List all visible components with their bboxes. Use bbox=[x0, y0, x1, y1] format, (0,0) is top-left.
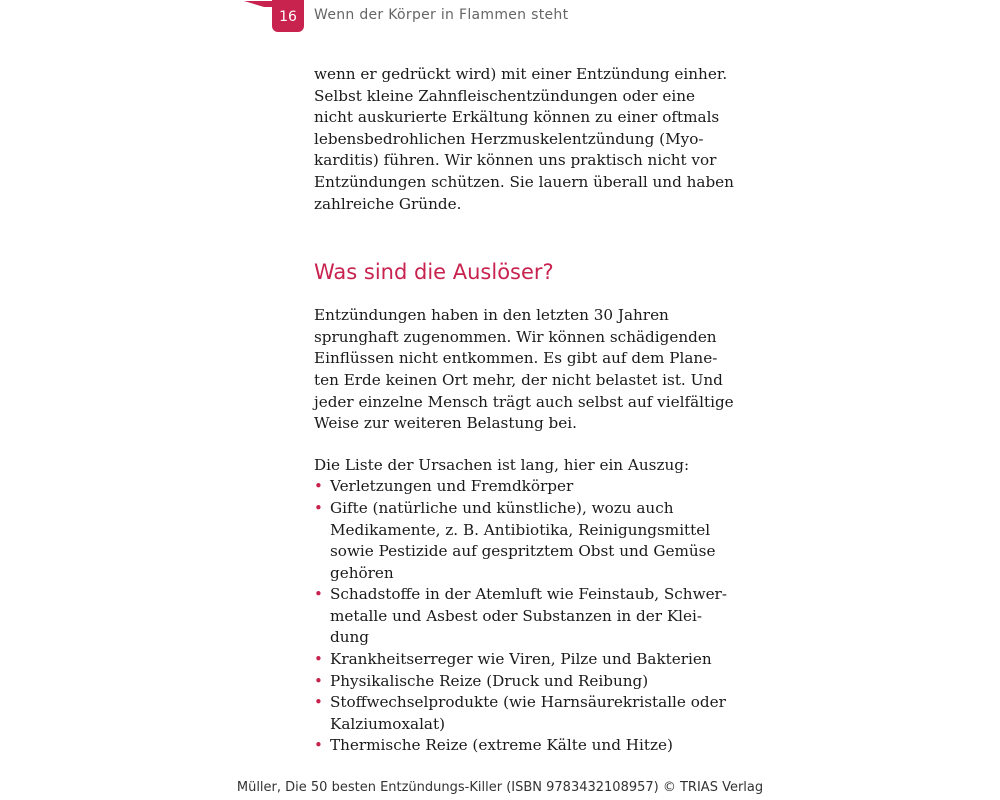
text-line: Entzündungen schützen. Sie lauern überall und haben bbox=[314, 172, 734, 191]
article-body bbox=[314, 64, 734, 757]
bullet-icon: • bbox=[314, 671, 323, 690]
list-item bbox=[314, 735, 714, 757]
text-line: nicht auskurierte Erkältung können zu einer oftmals bbox=[314, 108, 720, 127]
section-heading: Was sind die Auslöser? bbox=[314, 260, 554, 285]
text-line: jeder einzelne Mensch trägt auch selbst auf vielfältige bbox=[314, 392, 734, 411]
text-line: Selbst kleine Zahnfleischentzündungen oder eine bbox=[314, 86, 696, 105]
text-line: Physikalische Reize (Druck und Reibung) bbox=[330, 671, 649, 690]
text-line: wenn er gedrückt wird) mit einer Entzündung einher. bbox=[314, 65, 728, 83]
text-line: gehören bbox=[330, 563, 394, 582]
list-item bbox=[314, 692, 726, 735]
bullet-icon: • bbox=[314, 736, 323, 755]
paragraph-continuation bbox=[314, 64, 734, 215]
list-item bbox=[314, 671, 714, 693]
text-line: sprunghaft zugenommen. Wir können schädigenden bbox=[314, 327, 717, 346]
text-line: Verletzungen und Fremdkörper bbox=[330, 477, 574, 496]
text-line: Entzündungen haben in den letzten 30 Jahren bbox=[314, 306, 669, 325]
bullet-icon: • bbox=[314, 498, 323, 517]
text-line: karditis) führen. Wir können uns praktisch nicht vor bbox=[314, 151, 717, 170]
text-line: Gifte (natürliche und künstliche), wozu auch bbox=[330, 498, 674, 517]
list-intro: Die Liste der Ursachen ist lang, hier ein Auszug: bbox=[314, 455, 690, 474]
causes-list-block bbox=[314, 455, 727, 757]
text-line: dung bbox=[330, 628, 370, 647]
text-line: Weise zur weiteren Belastung bei. bbox=[314, 414, 577, 433]
bullet-icon: • bbox=[314, 650, 323, 669]
text-line: Krankheitserreger wie Viren, Pilze und Bakterien bbox=[330, 650, 712, 669]
text-line: Thermische Reize (extreme Kälte und Hitze) bbox=[330, 736, 673, 755]
paragraph-intro bbox=[314, 305, 734, 435]
copyright-footer: Müller, Die 50 besten Entzündungs-Killer (ISBN 9783432108957) © TRIAS Verlag bbox=[236, 780, 764, 795]
text-line: Medikamente, z. B. Antibiotika, Reinigungsmittel bbox=[330, 520, 711, 539]
causes-list bbox=[314, 476, 727, 757]
text-line: zahlreiche Gründe. bbox=[314, 194, 462, 213]
list-item bbox=[314, 476, 714, 498]
text-line: lebensbedrohlichen Herzmuskelentzündung (Myo- bbox=[314, 129, 704, 148]
text-line: Schadstoffe in der Atemluft wie Feinstaub, Schwer- bbox=[330, 585, 727, 604]
page-number-badge: 16 bbox=[272, 0, 304, 32]
page-header bbox=[0, 0, 1000, 36]
bullet-icon: • bbox=[314, 477, 323, 496]
text-line: sowie Pestizide auf gespritztem Obst und Gemüse bbox=[330, 542, 716, 561]
running-title: Wenn der Körper in Flammen steht bbox=[314, 7, 569, 23]
text-line: Kalziumoxalat) bbox=[330, 714, 446, 733]
text-line: metalle und Asbest oder Substanzen in der Klei- bbox=[330, 606, 703, 625]
bullet-icon: • bbox=[314, 585, 323, 604]
text-line: Stoffwechselprodukte (wie Harnsäurekristalle oder bbox=[330, 693, 726, 712]
bullet-icon: • bbox=[314, 693, 323, 712]
list-item bbox=[314, 649, 714, 671]
list-item bbox=[314, 498, 714, 584]
text-line: ten Erde keinen Ort mehr, der nicht belastet ist. Und bbox=[314, 370, 723, 389]
text-line: Einflüssen nicht entkommen. Es gibt auf dem Plane- bbox=[314, 349, 718, 368]
list-item bbox=[314, 584, 727, 649]
